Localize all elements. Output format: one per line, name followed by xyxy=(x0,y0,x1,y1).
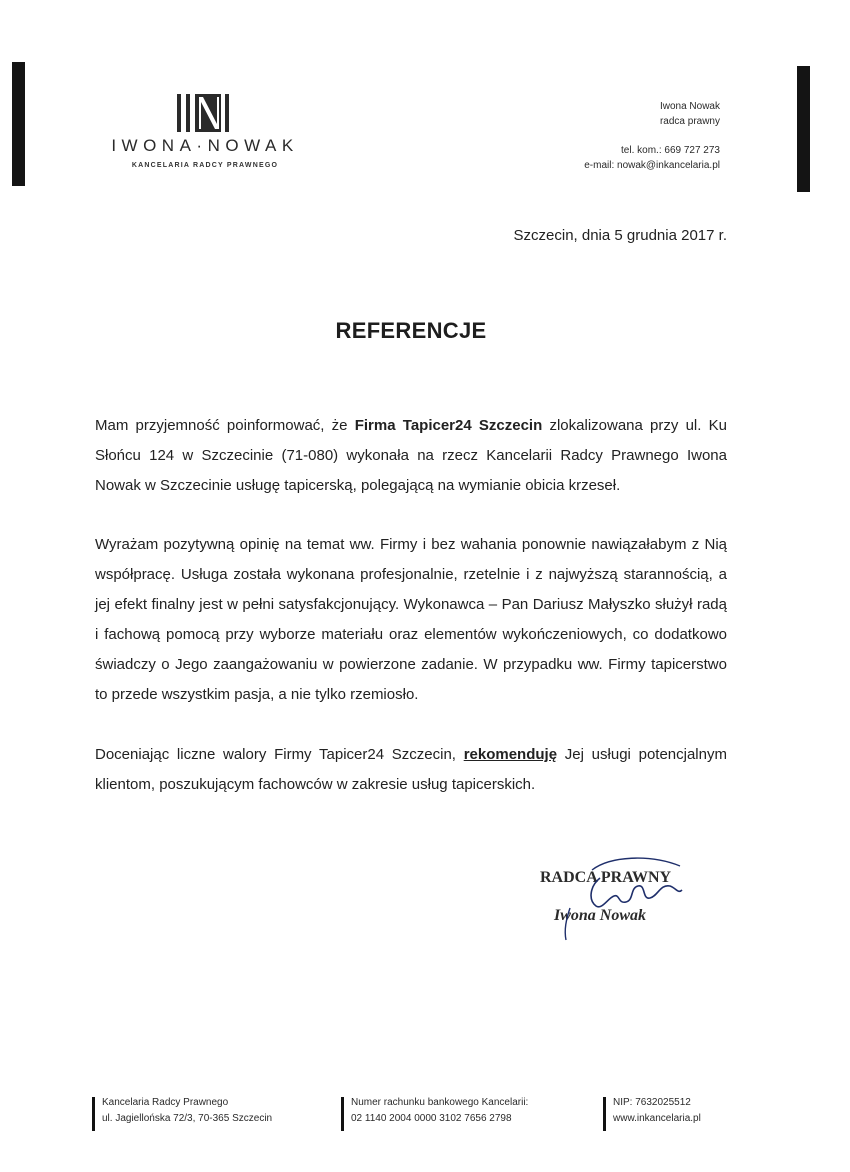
document-title: REFERENCJE xyxy=(335,318,487,343)
paragraph-1-lead: Mam przyjemność poinformować, że xyxy=(95,417,355,434)
paragraph-2-text: Wyrażam pozytywną opinię na temat ww. Firmy i bez wahania ponownie nawiązałabym z Nią współpracę. Usługa została wykonana profesjonalnie, rzetelnie i z najwyższą starannością, a jej efekt finalny jest w pełni satysfakcjonujący. Wykonawca – Pan Dariusz Małyszko służył radą i fachową pomocą przy wyborze materiału oraz elementów wykończeniowych, co dodatkowo świadczy o Jego zaangażowaniu w powierzone zadanie. W przypadku ww. Firmy tapicerstwo to przede wszystkim pasja, a nie tylko rzemiosło. xyxy=(95,536,727,703)
paragraph-1 xyxy=(95,411,727,501)
footer-address-line2: ul. Jagiellońska 72/3, 70-365 Szczecin xyxy=(102,1113,273,1124)
footer-nip xyxy=(603,1095,701,1127)
paragraph-3 xyxy=(95,740,727,800)
stamp-signature xyxy=(530,848,690,943)
contact-email: e-mail: nowak@inkancelaria.pl xyxy=(584,160,720,171)
logo-name: IWONA·NOWAK xyxy=(111,136,299,155)
footer-address-line1: Kancelaria Radcy Prawnego xyxy=(102,1097,229,1108)
paragraph-1-rest: zlokalizowana przy ul. Ku Słońcu 124 w Szczecinie (71-080) wykonała na rzecz Kancelarii Radcy Prawnego Iwona Nowak w Szczecinie usługę tapicerską, polegającą na wymianie obicia krzeseł. xyxy=(95,417,727,494)
contact-block xyxy=(584,99,720,173)
footer-address xyxy=(92,1095,272,1127)
contact-name: Iwona Nowak xyxy=(659,101,720,112)
company-name: Firma Tapicer24 Szczecin xyxy=(354,417,543,434)
footer-bank-number: 02 1140 2004 0000 3102 7656 2798 xyxy=(351,1113,512,1124)
footer-bank-label: Numer rachunku bankowego Kancelarii: xyxy=(351,1097,529,1108)
stamp-line-1: RADCA PRAWNY xyxy=(540,869,672,886)
paragraph-3-lead: Doceniając liczne walory Firmy Tapicer24 Szczecin, xyxy=(95,746,464,763)
paragraph-3-rest: Jej usługi potencjalnym klientom, poszukującym fachowców w zakresie usług tapicerskich. xyxy=(95,746,727,793)
contact-title: radca prawny xyxy=(659,116,720,127)
recommend-word: rekomenduję xyxy=(463,746,558,763)
footer-nip-number: NIP: 7632025512 xyxy=(613,1097,691,1108)
paragraph-2 xyxy=(95,530,727,710)
stamp-line-2: Iwona Nowak xyxy=(554,907,647,924)
scan-edge-right xyxy=(797,66,810,192)
logo-monogram-icon xyxy=(177,94,231,132)
footer-bank xyxy=(341,1095,528,1127)
logo-subtitle: KANCELARIA RADCY PRAWNEGO xyxy=(131,162,279,169)
scan-edge-left xyxy=(12,62,25,186)
date-line: Szczecin, dnia 5 grudnia 2017 r. xyxy=(513,227,727,244)
footer-website: www.inkancelaria.pl xyxy=(613,1113,701,1124)
contact-phone: tel. kom.: 669 727 273 xyxy=(621,145,720,156)
